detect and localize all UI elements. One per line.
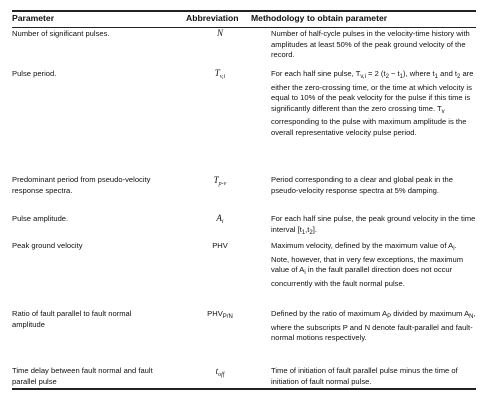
- method-text: Defined by the ratio of maximum A: [271, 309, 388, 318]
- abbreviation-symbol: T: [213, 175, 219, 185]
- method-text: Maximum velocity, defined by the maximum value of A: [271, 241, 454, 250]
- method-text: and t: [438, 69, 458, 78]
- method-subscript: N: [469, 314, 474, 320]
- method-subscript: P: [387, 314, 392, 320]
- methodology-cell: Period corresponding to a clear and global peak in the pseudo-velocity response spectra at 5% damping.: [271, 175, 453, 195]
- method-subscript: i: [453, 246, 455, 252]
- abbreviation-symbol: T: [214, 68, 220, 78]
- parameter-cell: Peak ground velocity: [12, 241, 83, 250]
- method-subscript: v,i: [360, 74, 366, 80]
- method-text: ].: [312, 224, 317, 234]
- method-text: = 2 (t: [365, 69, 386, 78]
- method-text: ,t: [305, 224, 310, 234]
- method-text: For each half sine pulse, T: [271, 69, 361, 78]
- methodology-cell: [271, 69, 476, 139]
- parameter-cell: Number of significant pulses.: [12, 29, 110, 38]
- method-subscript: 2: [457, 74, 461, 80]
- method-text: are either the zero-crossing time, or the time at which velocity is equal to 10% of the peak velocity for the pulse if this time is significantly different than the zero crossing time. T: [271, 69, 474, 113]
- method-subscript: i: [304, 270, 306, 277]
- parameter-cell: Time delay between fault normal and fault parallel pulse: [12, 366, 153, 386]
- method-subscript: v: [441, 108, 445, 115]
- header-parameter: Parameter: [12, 13, 55, 23]
- method-text: divided by maximum A: [391, 309, 470, 318]
- abbreviation-symbol: N: [216, 28, 223, 38]
- method-subscript: 2: [309, 229, 313, 236]
- top-rule: [12, 10, 476, 12]
- methodology-cell: [271, 309, 476, 344]
- abbreviation-subscript: off: [218, 372, 225, 378]
- methodology-cell: Number of half-cycle pulses in the velocity-time history with amplitudes at least 50% of the peak ground velocity of the record.: [271, 29, 470, 60]
- methodology-cell: [271, 214, 476, 238]
- abbreviation-cell: PHV: [212, 241, 228, 250]
- abbreviation-subscript: v,i: [219, 74, 226, 80]
- method-text: , where the subscripts P and N denote fault-parallel and fault-normal motions respectively.: [271, 309, 476, 343]
- abbreviation-symbol: t: [215, 366, 219, 376]
- parameter-cell: Pulse period.: [12, 69, 57, 78]
- abbreviation-cell: [186, 366, 254, 381]
- method-text: For each half sine pulse, the peak ground velocity in the time interval [t: [271, 214, 476, 234]
- methodology-cell: [271, 241, 476, 289]
- method-text: corresponding to the pulse with maximum amplitude is the overall representative velocity pulse period.: [271, 117, 467, 137]
- method-text: . Note, however, that in very few exceptions, the maximum value of A: [271, 241, 464, 275]
- abbreviation-cell: [186, 309, 254, 323]
- abbreviation-subscript: i: [221, 219, 224, 225]
- method-subscript: 1: [399, 74, 404, 80]
- abbreviation-cell: [186, 175, 254, 190]
- method-subscript: 1: [301, 229, 306, 236]
- methodology-cell: Time of initiation of fault parallel pulse minus the time of initiation of fault normal pulse.: [271, 366, 458, 386]
- abbreviation-subscript: P/N: [222, 314, 233, 320]
- abbreviation-subscript: p-v: [218, 181, 227, 187]
- abbreviation-cell: [186, 68, 254, 83]
- parameter-cell: Pulse amplitude.: [12, 214, 69, 223]
- parameter-cell: Ratio of fault parallel to fault normal amplitude: [12, 309, 132, 329]
- method-text: in the fault parallel direction does not occur concurrently with the fault normal pulse.: [271, 265, 453, 288]
- abbreviation-cell: [186, 213, 254, 228]
- method-text: ), where t: [403, 69, 435, 78]
- parameter-cell: Predominant period from pseudo-velocity response spectra.: [12, 175, 151, 195]
- method-subscript: 1: [434, 74, 439, 80]
- abbreviation-symbol: A: [216, 213, 222, 223]
- header-methodology: Methodology to obtain parameter: [251, 13, 388, 23]
- header-abbreviation: Abbreviation: [186, 13, 239, 23]
- method-text: − t: [388, 69, 400, 78]
- method-subscript: 2: [385, 74, 389, 80]
- abbreviation-cell: [186, 28, 254, 40]
- bottom-rule: [12, 388, 476, 390]
- abbreviation-symbol: PHV: [207, 309, 223, 318]
